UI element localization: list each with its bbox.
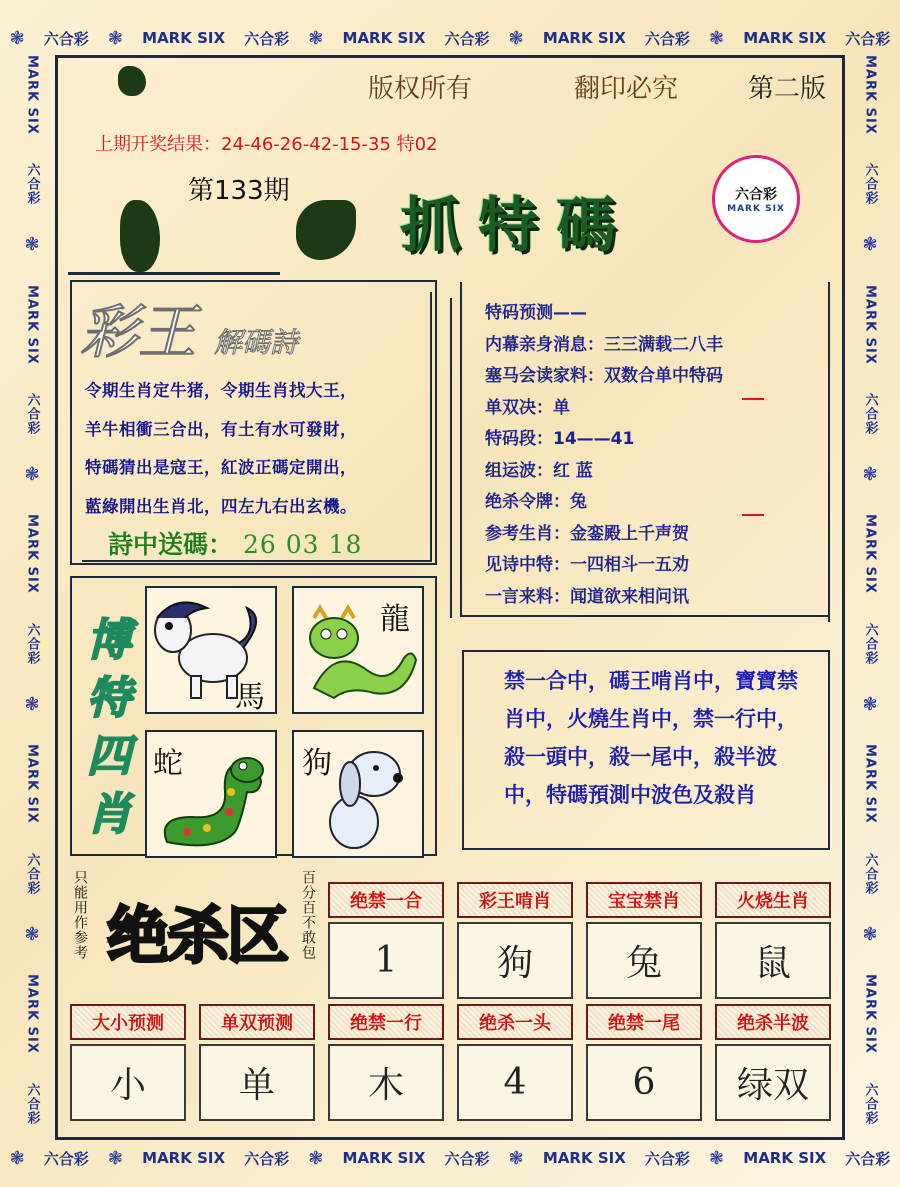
cell-value: 单 xyxy=(199,1044,315,1121)
decorative-shape xyxy=(118,66,146,96)
right-side-note: 百分百不敢包 xyxy=(300,870,316,960)
border-brand-cn: 六合彩 xyxy=(845,1149,891,1168)
grid-cell xyxy=(328,882,444,999)
border-brand-en: MARK SIX xyxy=(542,29,626,47)
grid-cell xyxy=(457,882,573,999)
cell-value: 木 xyxy=(328,1044,444,1121)
poem-line: 藍綠開出生肖北，四左九右出玄機。 xyxy=(85,496,357,516)
cell-value: 4 xyxy=(457,1044,573,1121)
border-brand-cn: 六合彩 xyxy=(244,29,290,48)
border-brand-cn: 六合彩 xyxy=(24,1083,40,1126)
poem-title xyxy=(80,285,298,369)
border-brand-en: MARK SIX xyxy=(142,29,226,47)
poem-title-big: 彩王 xyxy=(80,298,197,366)
border-brand-cn: 六合彩 xyxy=(43,1149,89,1168)
no-reprint-text: 翻印必究 xyxy=(574,74,679,104)
cell-value: 1 xyxy=(328,922,444,999)
grid-cell xyxy=(457,1004,573,1121)
flower-icon: ❃ xyxy=(24,234,40,256)
prediction-box-left-edge xyxy=(450,298,452,618)
zodiac-label-char: 肖 xyxy=(87,789,131,840)
flower-icon: ❃ xyxy=(24,694,40,716)
poem-code-label: 詩中送碼： xyxy=(108,530,234,559)
logo-cn: 六合彩 xyxy=(735,187,777,203)
flower-icon: ❃ xyxy=(308,1147,324,1169)
border-brand-en: MARK SIX xyxy=(542,1149,626,1167)
flower-icon: ❃ xyxy=(862,924,878,946)
cell-title: 宝宝禁肖 xyxy=(586,882,702,918)
grid-cell xyxy=(715,1004,831,1121)
flower-icon: ❃ xyxy=(24,924,40,946)
border-brand-en: MARK SIX xyxy=(862,744,878,825)
flower-icon: ❃ xyxy=(24,464,40,486)
cell-title: 大小预测 xyxy=(70,1004,186,1040)
red-dash-mark xyxy=(742,398,764,400)
border-brand-en: MARK SIX xyxy=(342,29,426,47)
border-brand-cn: 六合彩 xyxy=(444,1149,490,1168)
prediction-line: 塞马会读家料：双数合单中特码 xyxy=(485,366,723,386)
poem-line: 羊牛相衝三合出，有土有水可發財， xyxy=(85,419,357,439)
zodiac-label xyxy=(84,612,134,844)
flower-icon: ❃ xyxy=(9,1147,25,1169)
border-brand-cn: 六合彩 xyxy=(244,1149,290,1168)
border-brand-cn: 六合彩 xyxy=(444,29,490,48)
animal-cell-snake xyxy=(145,730,277,858)
cell-title: 绝杀一头 xyxy=(457,1004,573,1040)
cell-value: 绿双 xyxy=(715,1044,831,1121)
border-brand-en: MARK SIX xyxy=(24,54,40,135)
border-brand-cn: 六合彩 xyxy=(24,853,40,896)
flower-icon: ❃ xyxy=(862,464,878,486)
poem-line: 特碼猜出是寇王，紅波正碼定開出， xyxy=(85,458,357,477)
flower-icon: ❃ xyxy=(862,234,878,256)
border-brand-cn: 六合彩 xyxy=(644,1149,690,1168)
flower-icon: ❃ xyxy=(709,1147,725,1169)
grid-cell xyxy=(715,882,831,999)
zone-title: 绝杀区 xyxy=(106,898,287,972)
logo-en: MARK SIX xyxy=(727,204,785,214)
flower-icon: ❃ xyxy=(862,694,878,716)
grid-cell xyxy=(586,1004,702,1121)
border-brand-en: MARK SIX xyxy=(24,744,40,825)
border-brand-cn: 六合彩 xyxy=(24,163,40,206)
poem-title-small: 解碼詩 xyxy=(214,326,299,359)
prediction-line: 参考生肖：金銮殿上千声贺 xyxy=(485,523,689,544)
cell-title: 绝禁一尾 xyxy=(586,1004,702,1040)
mark-six-logo xyxy=(712,155,800,243)
issue-number: 第133期 xyxy=(188,176,290,206)
top-border-strip xyxy=(0,18,900,58)
border-brand-en: MARK SIX xyxy=(24,974,40,1055)
prediction-line: 内幕亲身消息：三三满载二八丰 xyxy=(485,334,723,355)
edition-label: 第二版 xyxy=(748,74,827,104)
border-brand-en: MARK SIX xyxy=(24,514,40,595)
border-brand-cn: 六合彩 xyxy=(862,393,878,436)
border-brand-en: MARK SIX xyxy=(862,54,878,135)
border-brand-cn: 六合彩 xyxy=(24,623,40,666)
flower-icon: ❃ xyxy=(709,27,725,49)
cell-value: 6 xyxy=(586,1044,702,1121)
cell-value: 狗 xyxy=(457,922,573,999)
border-brand-en: MARK SIX xyxy=(862,514,878,595)
border-brand-en: MARK SIX xyxy=(743,29,827,47)
grid-cell xyxy=(328,1004,444,1121)
cell-value: 鼠 xyxy=(715,922,831,999)
zodiac-label-char: 博 xyxy=(87,615,131,666)
border-brand-en: MARK SIX xyxy=(862,974,878,1055)
flower-icon: ❃ xyxy=(107,27,124,49)
prediction-lines xyxy=(485,298,723,613)
poem-line: 令期生肖定牛猪，令期生肖找大王， xyxy=(85,381,357,400)
bottom-border-strip xyxy=(0,1138,900,1178)
border-brand-en: MARK SIX xyxy=(24,284,40,365)
animal-name: 龍 xyxy=(380,602,410,637)
border-brand-cn: 六合彩 xyxy=(845,29,891,48)
notes-box xyxy=(462,650,830,850)
right-border-strip xyxy=(850,40,890,1140)
animal-cell-horse xyxy=(145,586,277,714)
divider xyxy=(68,272,280,275)
animal-cell-dragon xyxy=(292,586,424,714)
border-brand-en: MARK SIX xyxy=(743,1149,827,1167)
grid-cell xyxy=(70,1004,186,1121)
prediction-line: 特码段：14——41 xyxy=(485,429,635,449)
flower-icon: ❃ xyxy=(508,1147,524,1169)
border-brand-cn: 六合彩 xyxy=(644,29,690,48)
zodiac-label-char: 特 xyxy=(87,673,131,724)
animal-name: 馬 xyxy=(235,680,265,715)
border-brand-cn: 六合彩 xyxy=(43,29,89,48)
poem-lines xyxy=(85,372,435,526)
animal-name: 狗 xyxy=(302,746,332,781)
prediction-box-right-edge xyxy=(828,282,830,622)
grid-cell xyxy=(199,1004,315,1121)
cell-title: 彩王啃肖 xyxy=(457,882,573,918)
cell-title: 绝禁一行 xyxy=(328,1004,444,1040)
prediction-line: 特码预测—— xyxy=(485,303,587,323)
flower-icon: ❃ xyxy=(9,27,25,49)
notes-text: 禁一合中，碼王啃肖中，寶寶禁肖中，火燒生肖中，禁一行中，殺一頭中，殺一尾中，殺半波中，特碼預測中波色及殺肖 xyxy=(504,669,798,807)
border-brand-cn: 六合彩 xyxy=(862,623,878,666)
flower-icon: ❃ xyxy=(308,27,324,49)
border-brand-en: MARK SIX xyxy=(342,1149,426,1167)
left-border-strip xyxy=(12,40,52,1140)
prediction-line: 绝杀令牌：兔 xyxy=(485,492,587,512)
border-brand-en: MARK SIX xyxy=(862,284,878,365)
animal-name: 蛇 xyxy=(153,746,183,781)
flower-icon: ❃ xyxy=(508,27,524,49)
border-brand-cn: 六合彩 xyxy=(862,853,878,896)
copyright-text: 版权所有 xyxy=(368,74,473,104)
border-brand-cn: 六合彩 xyxy=(862,163,878,206)
cell-title: 单双预测 xyxy=(199,1004,315,1040)
zodiac-label-char: 四 xyxy=(87,731,131,782)
animal-cell-dog xyxy=(292,730,424,858)
cell-title: 火烧生肖 xyxy=(715,882,831,918)
border-brand-cn: 六合彩 xyxy=(862,1083,878,1126)
last-result: 上期开奖结果：24-46-26-42-15-35 特02 xyxy=(95,134,438,155)
cell-title: 绝禁一合 xyxy=(328,882,444,918)
main-title: 抓特碼 xyxy=(400,191,634,261)
prediction-line: 一言来料：闻道欲来相问讯 xyxy=(485,586,689,607)
poem-code xyxy=(108,525,362,561)
cell-value: 小 xyxy=(70,1044,186,1121)
prediction-line: 见诗中特：一四相斗一五劝 xyxy=(485,555,689,575)
border-brand-cn: 六合彩 xyxy=(24,393,40,436)
prediction-line: 组运波：红 蓝 xyxy=(485,460,593,481)
left-side-note: 只能用作参考 xyxy=(72,870,88,960)
grid-cell xyxy=(586,882,702,999)
poem-code-numbers: 26 03 18 xyxy=(243,530,363,559)
flower-icon: ❃ xyxy=(107,1147,124,1169)
prediction-line: 单双决：单 xyxy=(485,397,570,418)
cell-value: 兔 xyxy=(586,922,702,999)
border-brand-en: MARK SIX xyxy=(142,1149,226,1167)
red-dash-mark xyxy=(742,514,764,516)
cell-title: 绝杀半波 xyxy=(715,1004,831,1040)
